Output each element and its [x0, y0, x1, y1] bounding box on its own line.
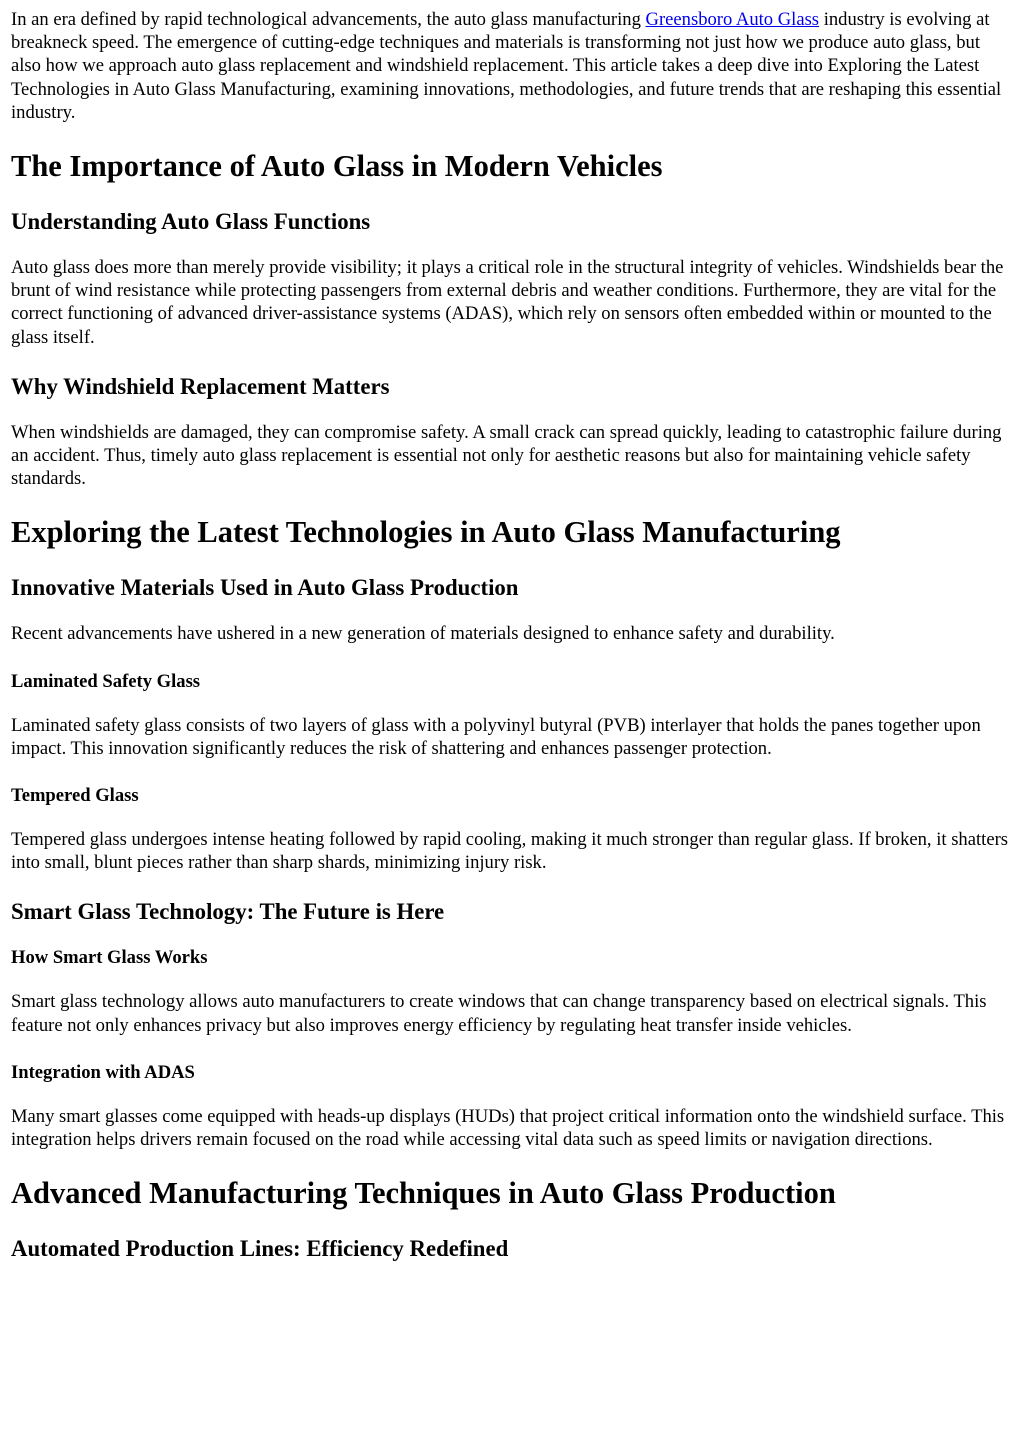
laminated-glass-text: Laminated safety glass consists of two layers of glass with a polyvinyl butyral (PVB) interlayer that holds the panes together upon impact. This innovation significantly reduces the risk of shattering and enhances passenger protection.	[11, 714, 981, 759]
section-importance-heading: The Importance of Auto Glass in Modern Vehicles	[11, 149, 663, 184]
intro-paragraph	[11, 8, 1013, 124]
integration-adas-text: Many smart glasses come equipped with heads-up displays (HUDs) that project critical information onto the windshield surface. This integration helps drivers remain focused on the road while accessing vital data such as speed limits or navigation directions.	[11, 1105, 1005, 1151]
auto-glass-functions-text: Auto glass does more than merely provide visibility; it plays a critical role in the structural integrity of vehicles. Windshields bear the brunt of wind resistance while protecting passengers from external debris and weather conditions. Furthermore, they are vital for the correct functioning of advanced driver-assistance systems (ADAS), which rely on sensors often embedded within or mounted to the glass itself.	[11, 257, 1004, 348]
laminated-glass-heading: Laminated Safety Glass	[11, 670, 201, 692]
greensboro-auto-glass-link[interactable]: Greensboro Auto Glass	[645, 9, 820, 30]
innovative-materials-heading: Innovative Materials Used in Auto Glass Production	[11, 575, 519, 601]
how-smart-glass-works-heading: How Smart Glass Works	[11, 947, 208, 969]
innovative-materials-text: Recent advancements have ushered in a new generation of materials designed to enhance safety and durability.	[11, 623, 835, 645]
section-latest-technologies-heading: Exploring the Latest Technologies in Auto Glass Manufacturing	[11, 515, 841, 550]
auto-glass-functions-heading: Understanding Auto Glass Functions	[11, 209, 371, 235]
tempered-glass-text: Tempered glass undergoes intense heating followed by rapid cooling, making it much stronger than regular glass. If broken, it shatters into small, blunt pieces rather than sharp shards, minimizing injury risk.	[11, 829, 1008, 874]
tempered-glass-heading: Tempered Glass	[11, 785, 139, 807]
intro-text-start: In an era defined by rapid technological advancements, the auto glass manufacturing	[11, 9, 646, 30]
automated-production-heading: Automated Production Lines: Efficiency Redefined	[11, 1236, 509, 1262]
how-smart-glass-works-text: Smart glass technology allows auto manufacturers to create windows that can change transparency based on electrical signals. This feature not only enhances privacy but also improves energy efficiency by regulating heat transfer inside vehicles.	[11, 991, 987, 1036]
smart-glass-heading: Smart Glass Technology: The Future is Here	[11, 899, 445, 925]
intro-text-end: industry is evolving at breakneck speed. The emergence of cutting-edge techniques and materials is transforming not just how we produce auto glass, but also how we approach auto glass replacement and windshield replacement. This article takes a deep dive into Exploring the Latest Technologies in Auto Glass Manufacturing, examining innovations, methodologies, and future trends that are reshaping this essential industry.	[11, 9, 1002, 123]
windshield-replacement-heading: Why Windshield Replacement Matters	[11, 373, 390, 399]
section-advanced-manufacturing-heading: Advanced Manufacturing Techniques in Auto Glass Production	[11, 1176, 836, 1211]
integration-adas-heading: Integration with ADAS	[11, 1061, 195, 1083]
windshield-replacement-text: When windshields are damaged, they can compromise safety. A small crack can spread quickly, leading to catastrophic failure during an accident. Thus, timely auto glass replacement is essential not only for aesthetic reasons but also for maintaining vehicle safety standards.	[11, 421, 1002, 490]
